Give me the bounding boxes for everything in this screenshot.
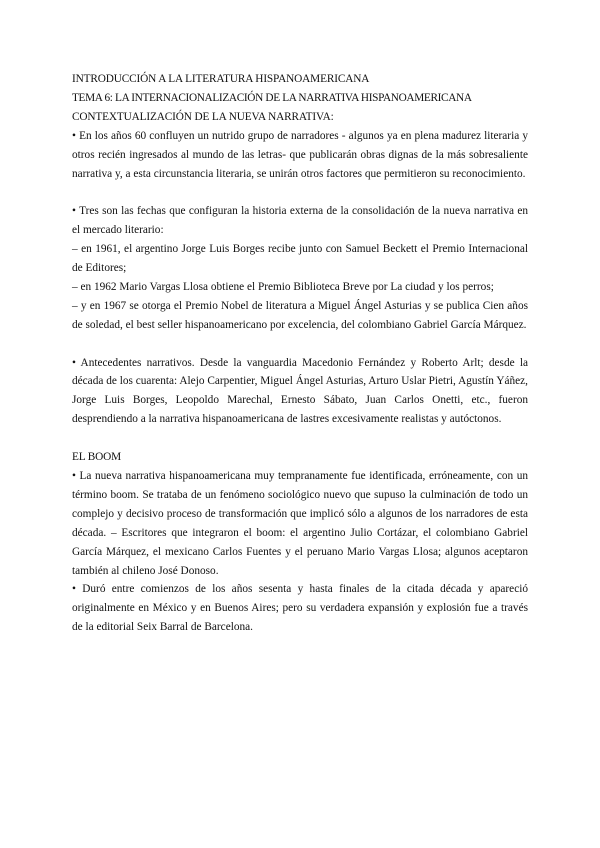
date-item-1961: – en 1961, el argentino Jorge Luis Borges recibe junto con Samuel Beckett el Premio Internacional de Editores; xyxy=(72,243,528,275)
context-heading: CONTEXTUALIZACIÓN DE LA NUEVA NARRATIVA: xyxy=(72,110,334,123)
intro-paragraph: • En los años 60 confluyen un nutrido grupo de narradores - algunos ya en plena madurez literaria y otros recién ingresados al mundo de las letras- que publicarán obras dignas de la más sobresaliente narrativa y, a esta circunstancia literaria, se unirán otros factores que permitieron su reconocimiento. xyxy=(72,129,528,180)
topic-heading: TEMA 6: LA INTERNACIONALIZACIÓN DE LA NARRATIVA HISPANOAMERICANA xyxy=(72,91,472,104)
date-item-1967: – y en 1967 se otorga el Premio Nobel de literatura a Miguel Ángel Asturias y se publica Cien años de soledad, el best seller hispanoamericano por excelencia, del colombiano Gabriel García Márquez. xyxy=(72,299,528,331)
paragraph-spacer xyxy=(72,335,528,354)
date-item-1962: – en 1962 Mario Vargas Llosa obtiene el Premio Biblioteca Breve por La ciudad y los perros; xyxy=(72,280,494,293)
antecedents-paragraph: • Antecedentes narrativos. Desde la vanguardia Macedonio Fernández y Roberto Arlt; desde la década de los cuarenta: Alejo Carpentier, Miguel Ángel Asturias, Arturo Uslar Pietri, Agustín Yáñez, Jorge Luis Borges, Leopoldo Marechal, Ernesto Sábato, Juan Carlos Onetti, etc., fueron desprendiendo a la narrativa hispanoamericana de lastres excesivamente realistas y autóctonos. xyxy=(72,356,528,426)
document-title: INTRODUCCIÓN A LA LITERATURA HISPANOAMERICANA xyxy=(72,73,370,85)
dates-intro-paragraph: • Tres son las fechas que configuran la historia externa de la consolidación de la nueva narrativa en el mercado literario: xyxy=(72,205,528,237)
paragraph-spacer xyxy=(72,429,528,448)
paragraph-spacer xyxy=(72,183,528,202)
boom-heading: EL BOOM xyxy=(72,451,122,464)
document-page xyxy=(72,70,528,637)
duration-paragraph: • Duró entre comienzos de los años sesenta y hasta finales de la citada década y apareció originalmente en México y en Buenos Aires; pero su verdadera expansión y explosión fue a través de la editorial Seix Barral de Barcelona. xyxy=(72,583,528,634)
boom-paragraph: • La nueva narrativa hispanoamericana muy tempranamente fue identificada, erróneamente, con un término boom. Se trataba de un fenómeno sociológico nuevo que supuso la culminación de todo un complejo y decisivo proceso de transformación que implicó sólo a algunos de los narradores de esta década. – Escritores que integraron el boom: el argentino Julio Cortázar, el colombiano Gabriel García Márquez, el mexicano Carlos Fuentes y el peruano Mario Vargas Llosa; algunos aceptaron también al chileno José Donoso. xyxy=(72,469,528,577)
